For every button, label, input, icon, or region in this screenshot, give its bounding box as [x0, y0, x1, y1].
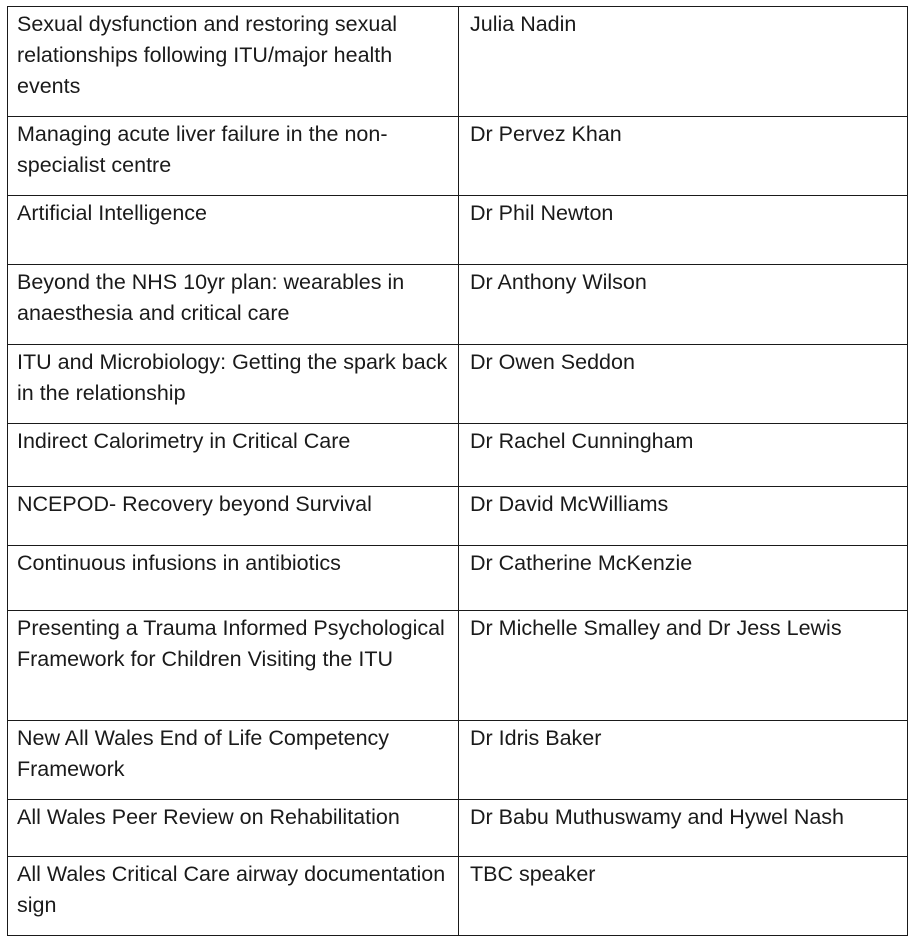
table-row — [8, 546, 908, 611]
table-row — [8, 424, 908, 487]
speaker-cell: Julia Nadin — [459, 7, 908, 117]
topic-cell: All Wales Peer Review on Rehabilitation — [8, 800, 459, 857]
topic-cell: New All Wales End of Life Competency Framework — [8, 721, 459, 800]
topic-cell: ITU and Microbiology: Getting the spark back in the relationship — [8, 345, 459, 424]
topic-cell: Artificial Intelligence — [8, 196, 459, 265]
topic-cell: Presenting a Trauma Informed Psychological Framework for Children Visiting the ITU — [8, 611, 459, 721]
topic-cell: Managing acute liver failure in the non-specialist centre — [8, 117, 459, 196]
topic-cell: All Wales Critical Care airway documentation sign — [8, 857, 459, 936]
table-row — [8, 487, 908, 546]
topic-cell: Beyond the NHS 10yr plan: wearables in anaesthesia and critical care — [8, 265, 459, 345]
speaker-cell: Dr Rachel Cunningham — [459, 424, 908, 487]
table-row — [8, 721, 908, 800]
speaker-cell: Dr David McWilliams — [459, 487, 908, 546]
speaker-cell: Dr Idris Baker — [459, 721, 908, 800]
topic-cell: Indirect Calorimetry in Critical Care — [8, 424, 459, 487]
topic-cell: Sexual dysfunction and restoring sexual relationships following ITU/major health events — [8, 7, 459, 117]
topic-cell: NCEPOD- Recovery beyond Survival — [8, 487, 459, 546]
table-row — [8, 7, 908, 117]
speaker-cell: Dr Anthony Wilson — [459, 265, 908, 345]
table-row — [8, 265, 908, 345]
speaker-cell: Dr Michelle Smalley and Dr Jess Lewis — [459, 611, 908, 721]
table-row — [8, 611, 908, 721]
speaker-cell: Dr Pervez Khan — [459, 117, 908, 196]
speaker-cell: Dr Catherine McKenzie — [459, 546, 908, 611]
speaker-cell: TBC speaker — [459, 857, 908, 936]
table-row — [8, 345, 908, 424]
table-row — [8, 800, 908, 857]
speaker-cell: Dr Babu Muthuswamy and Hywel Nash — [459, 800, 908, 857]
topic-cell: Continuous infusions in antibiotics — [8, 546, 459, 611]
speaker-cell: Dr Phil Newton — [459, 196, 908, 265]
speaker-cell: Dr Owen Seddon — [459, 345, 908, 424]
table-row — [8, 117, 908, 196]
schedule-table — [7, 6, 908, 936]
table-row — [8, 857, 908, 936]
table-row — [8, 196, 908, 265]
